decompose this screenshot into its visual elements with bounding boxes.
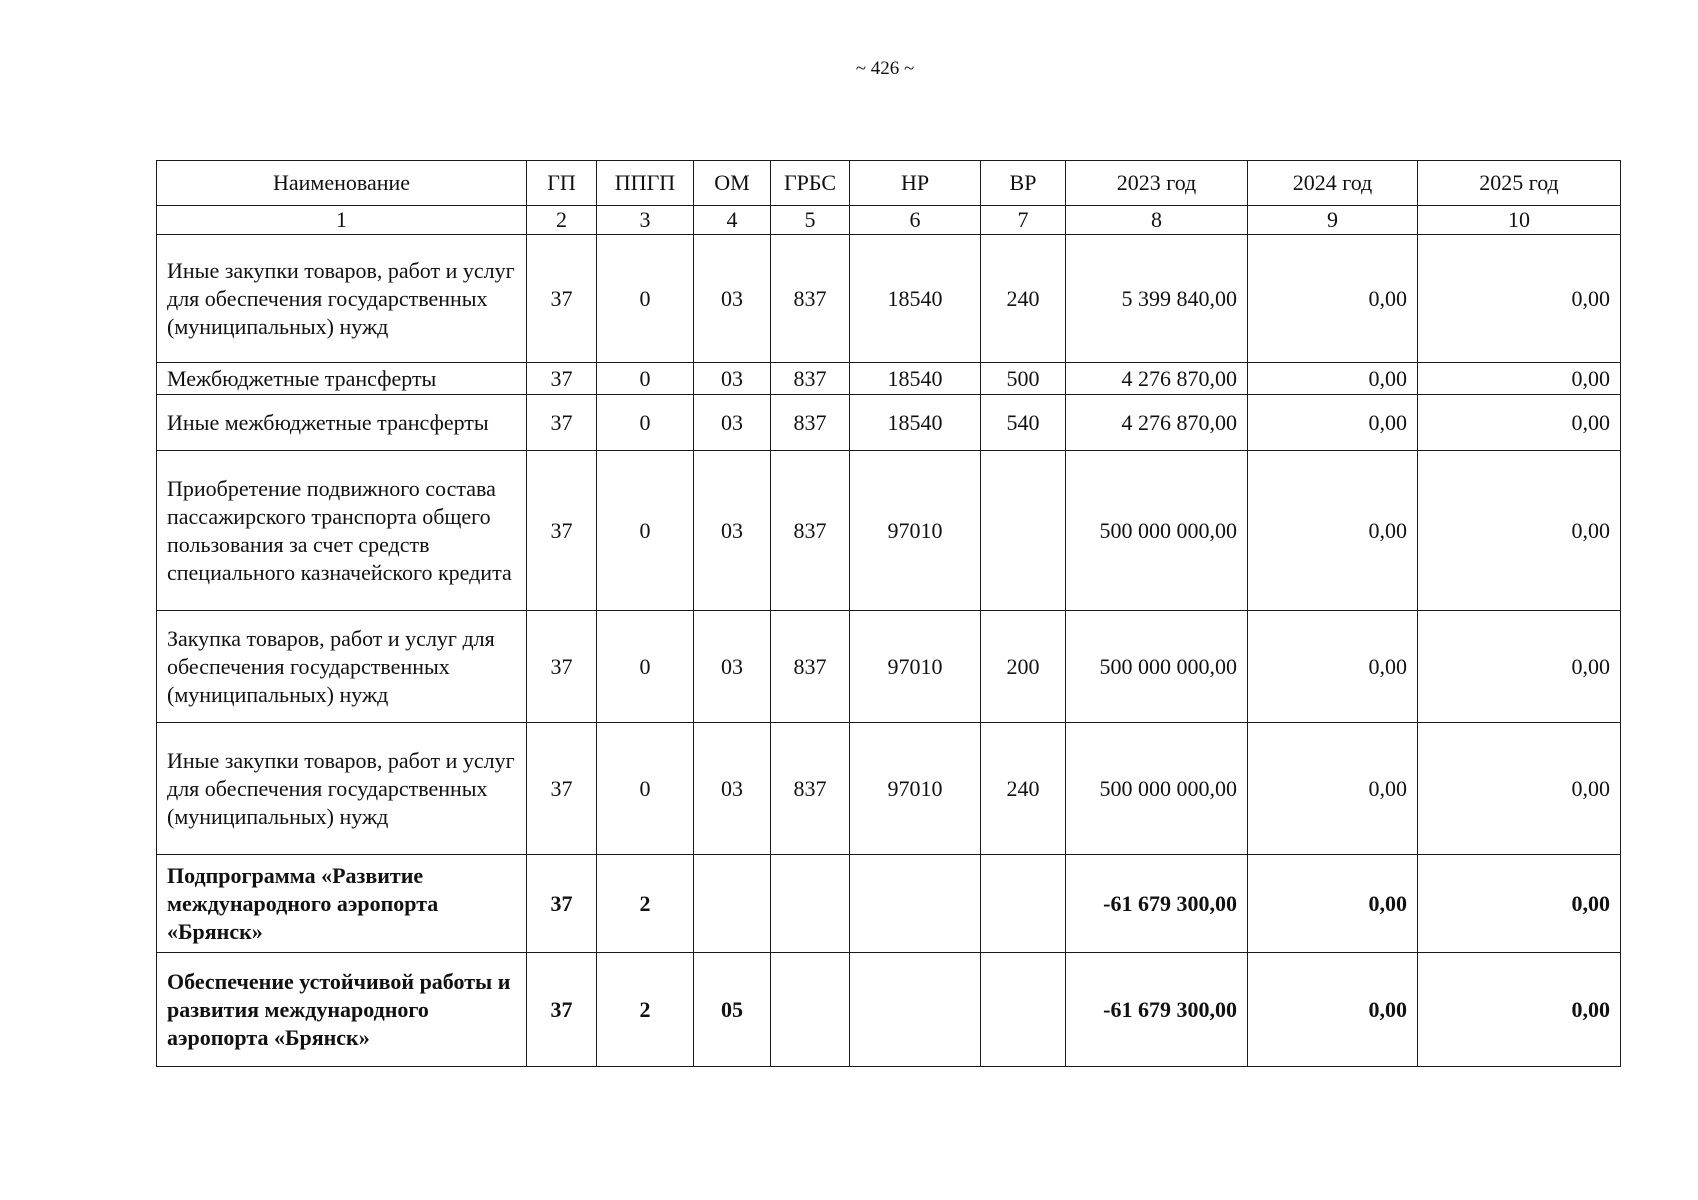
cell-2024: 0,00 bbox=[1248, 235, 1418, 363]
cell-2024: 0,00 bbox=[1248, 723, 1418, 855]
table-row bbox=[157, 953, 1621, 1067]
cell-gp: 37 bbox=[527, 855, 597, 953]
header-name: Наименование bbox=[157, 161, 527, 206]
cell-vr: 240 bbox=[981, 723, 1066, 855]
header-2023: 2023 год bbox=[1066, 161, 1248, 206]
header-2024: 2024 год bbox=[1248, 161, 1418, 206]
cell-vr bbox=[981, 953, 1066, 1067]
header-om: ОМ bbox=[694, 161, 771, 206]
cell-2023: 5 399 840,00 bbox=[1066, 235, 1248, 363]
header-grbs: ГРБС bbox=[771, 161, 850, 206]
header-vr: ВР bbox=[981, 161, 1066, 206]
cell-nr: 97010 bbox=[850, 611, 981, 723]
table-row bbox=[157, 363, 1621, 395]
table-row bbox=[157, 451, 1621, 611]
cell-2023: -61 679 300,00 bbox=[1066, 855, 1248, 953]
column-number: 2 bbox=[527, 206, 597, 235]
column-number: 10 bbox=[1418, 206, 1621, 235]
cell-grbs bbox=[771, 855, 850, 953]
cell-2024: 0,00 bbox=[1248, 953, 1418, 1067]
cell-vr bbox=[981, 451, 1066, 611]
row-name: Иные закупки товаров, работ и услуг для обеспечения государственных (муниципальных) нужд bbox=[157, 235, 527, 363]
row-name: Обеспечение устойчивой работы и развития международного аэропорта «Брянск» bbox=[157, 953, 527, 1067]
table-row bbox=[157, 723, 1621, 855]
cell-2024: 0,00 bbox=[1248, 611, 1418, 723]
table-row bbox=[157, 235, 1621, 363]
column-number: 8 bbox=[1066, 206, 1248, 235]
cell-nr bbox=[850, 953, 981, 1067]
cell-gp: 37 bbox=[527, 723, 597, 855]
cell-grbs: 837 bbox=[771, 451, 850, 611]
cell-2025: 0,00 bbox=[1418, 451, 1621, 611]
table-header-row bbox=[157, 161, 1621, 206]
cell-ppgp: 0 bbox=[597, 451, 694, 611]
table-row bbox=[157, 855, 1621, 953]
cell-vr: 240 bbox=[981, 235, 1066, 363]
column-number: 4 bbox=[694, 206, 771, 235]
cell-om: 03 bbox=[694, 611, 771, 723]
cell-2023: 4 276 870,00 bbox=[1066, 363, 1248, 395]
cell-gp: 37 bbox=[527, 363, 597, 395]
cell-ppgp: 0 bbox=[597, 723, 694, 855]
cell-2024: 0,00 bbox=[1248, 855, 1418, 953]
row-name: Межбюджетные трансферты bbox=[157, 363, 527, 395]
cell-om: 03 bbox=[694, 395, 771, 451]
column-number: 1 bbox=[157, 206, 527, 235]
cell-grbs: 837 bbox=[771, 235, 850, 363]
cell-2024: 0,00 bbox=[1248, 451, 1418, 611]
cell-grbs bbox=[771, 953, 850, 1067]
cell-2023: 500 000 000,00 bbox=[1066, 611, 1248, 723]
cell-2025: 0,00 bbox=[1418, 395, 1621, 451]
cell-gp: 37 bbox=[527, 953, 597, 1067]
budget-table bbox=[156, 160, 1621, 1067]
cell-grbs: 837 bbox=[771, 611, 850, 723]
table-row bbox=[157, 611, 1621, 723]
cell-nr: 18540 bbox=[850, 395, 981, 451]
page-number: ~ 426 ~ bbox=[855, 58, 915, 79]
row-name: Подпрограмма «Развитие международного аэропорта «Брянск» bbox=[157, 855, 527, 953]
cell-gp: 37 bbox=[527, 395, 597, 451]
cell-nr: 97010 bbox=[850, 451, 981, 611]
cell-om: 03 bbox=[694, 235, 771, 363]
cell-vr: 500 bbox=[981, 363, 1066, 395]
cell-nr: 18540 bbox=[850, 363, 981, 395]
cell-vr bbox=[981, 855, 1066, 953]
row-name: Иные межбюджетные трансферты bbox=[157, 395, 527, 451]
cell-ppgp: 0 bbox=[597, 611, 694, 723]
cell-2025: 0,00 bbox=[1418, 611, 1621, 723]
cell-2023: 500 000 000,00 bbox=[1066, 451, 1248, 611]
column-number: 6 bbox=[850, 206, 981, 235]
header-gp: ГП bbox=[527, 161, 597, 206]
cell-ppgp: 2 bbox=[597, 855, 694, 953]
cell-vr: 200 bbox=[981, 611, 1066, 723]
cell-vr: 540 bbox=[981, 395, 1066, 451]
cell-nr bbox=[850, 855, 981, 953]
header-nr: НР bbox=[850, 161, 981, 206]
row-name: Приобретение подвижного состава пассажирского транспорта общего пользования за счет средств специального казначейского кредита bbox=[157, 451, 527, 611]
cell-2023: 4 276 870,00 bbox=[1066, 395, 1248, 451]
header-2025: 2025 год bbox=[1418, 161, 1621, 206]
column-number-row bbox=[157, 206, 1621, 235]
cell-om bbox=[694, 855, 771, 953]
cell-ppgp: 0 bbox=[597, 235, 694, 363]
cell-2025: 0,00 bbox=[1418, 855, 1621, 953]
cell-2025: 0,00 bbox=[1418, 235, 1621, 363]
header-ppgp: ППГП bbox=[597, 161, 694, 206]
cell-om: 03 bbox=[694, 363, 771, 395]
column-number: 7 bbox=[981, 206, 1066, 235]
cell-nr: 18540 bbox=[850, 235, 981, 363]
column-number: 9 bbox=[1248, 206, 1418, 235]
table-row bbox=[157, 395, 1621, 451]
cell-grbs: 837 bbox=[771, 363, 850, 395]
row-name: Закупка товаров, работ и услуг для обеспечения государственных (муниципальных) нужд bbox=[157, 611, 527, 723]
cell-2024: 0,00 bbox=[1248, 363, 1418, 395]
column-number: 5 bbox=[771, 206, 850, 235]
cell-grbs: 837 bbox=[771, 723, 850, 855]
cell-2023: 500 000 000,00 bbox=[1066, 723, 1248, 855]
cell-gp: 37 bbox=[527, 611, 597, 723]
cell-grbs: 837 bbox=[771, 395, 850, 451]
cell-2025: 0,00 bbox=[1418, 723, 1621, 855]
column-number: 3 bbox=[597, 206, 694, 235]
cell-gp: 37 bbox=[527, 235, 597, 363]
row-name: Иные закупки товаров, работ и услуг для обеспечения государственных (муниципальных) нужд bbox=[157, 723, 527, 855]
cell-gp: 37 bbox=[527, 451, 597, 611]
cell-om: 03 bbox=[694, 451, 771, 611]
cell-om: 03 bbox=[694, 723, 771, 855]
cell-om: 05 bbox=[694, 953, 771, 1067]
cell-nr: 97010 bbox=[850, 723, 981, 855]
cell-2025: 0,00 bbox=[1418, 953, 1621, 1067]
cell-2023: -61 679 300,00 bbox=[1066, 953, 1248, 1067]
cell-ppgp: 2 bbox=[597, 953, 694, 1067]
cell-2024: 0,00 bbox=[1248, 395, 1418, 451]
cell-ppgp: 0 bbox=[597, 363, 694, 395]
cell-ppgp: 0 bbox=[597, 395, 694, 451]
cell-2025: 0,00 bbox=[1418, 363, 1621, 395]
